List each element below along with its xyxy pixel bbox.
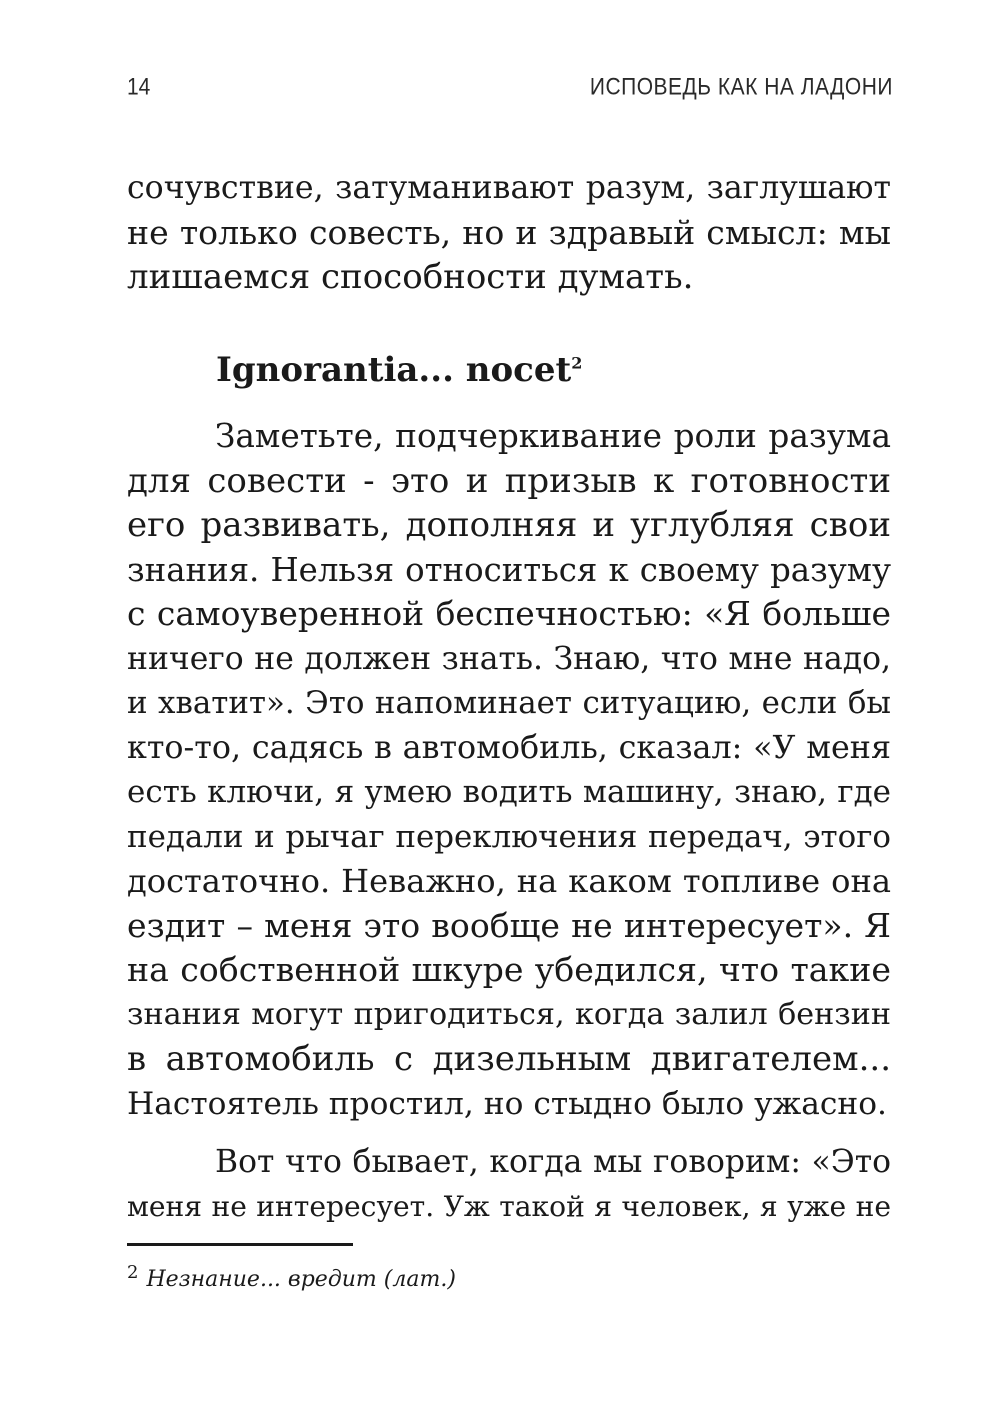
text-line: ничего не должен знать. Знаю, что мне надо, (127, 640, 891, 677)
text-line: Вот что бывает, когда мы говорим: «Это (215, 1144, 891, 1180)
footnote-mark: 2 (127, 1261, 139, 1283)
footnote (127, 1261, 456, 1294)
text-line: с самоуверенной беспечностью: «Я больше (127, 594, 891, 633)
text-line: Заметьте, подчеркивание роли разума (215, 417, 891, 455)
paragraph-2 (127, 1140, 891, 1229)
text-line: лишаемся способности думать. (127, 257, 694, 297)
paragraph-1 (127, 414, 891, 1126)
continued-paragraph (127, 166, 891, 300)
section-heading (216, 348, 582, 392)
text-line: достаточно. Неважно, на каком топливе она (127, 862, 891, 900)
text-line: и хватит». Это напоминает ситуацию, если бы (127, 685, 891, 721)
running-header (127, 74, 893, 102)
text-line: знания. Нельзя относиться к своему разуму (127, 550, 891, 589)
text-line: Настоятель простил, но стыдно было ужасно. (127, 1085, 887, 1122)
text-line: знания могут пригодиться, когда залил бензин (127, 996, 891, 1032)
page-number: 14 (127, 74, 151, 101)
text-line: на собственной шкуре убедился, что такие (127, 950, 891, 989)
footnote-reference: 2 (571, 353, 583, 373)
text-line: его развивать, дополняя и углубляя свои (127, 505, 891, 545)
text-line: в автомобиль с дизельным двигателем... (127, 1039, 891, 1079)
text-line: ездит – меня это вообще не интересует». Я (127, 905, 891, 945)
text-line: для совести - это и призыв к готовности (127, 460, 891, 501)
footnote-divider (127, 1243, 353, 1246)
text-line: меня не интересует. Уж такой я человек, я уже не (127, 1189, 891, 1223)
text-line: не только совесть, но и здравый смысл: мы (127, 212, 891, 252)
running-title: ИСПОВЕДЬ КАК НА ЛАДОНИ (589, 74, 893, 101)
text-line: сочувствие, затуманивают разум, заглушают (127, 170, 891, 206)
section-heading-text: Ignorantia... nocet (216, 350, 572, 390)
text-line: есть ключи, я умею водить машину, знаю, где (127, 774, 891, 810)
text-line: педали и рычаг переключения передач, этого (127, 818, 891, 855)
text-line: кто-то, садясь в автомобиль, сказал: «У меня (127, 729, 891, 766)
footnote-text: Незнание... вредит (лат.) (146, 1267, 456, 1292)
